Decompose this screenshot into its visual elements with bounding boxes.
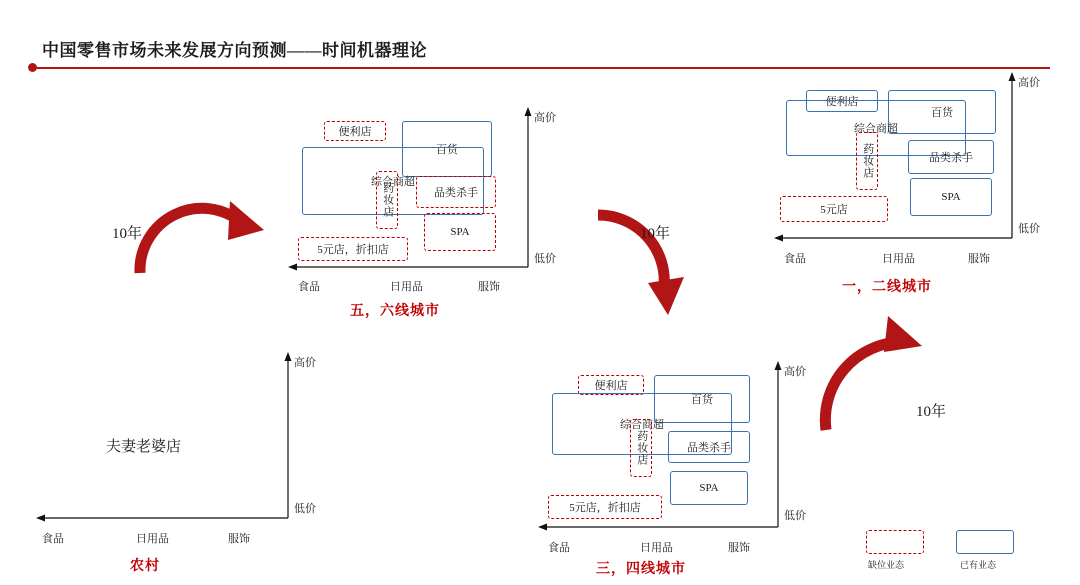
box-supermarket[interactable]: 综合商超 <box>786 100 966 156</box>
rural-center-text: 夫妻老婆店 <box>106 439 182 455</box>
axis-label-low: 低价 <box>784 510 806 522</box>
box-drugstore[interactable]: 药妆店 <box>376 171 398 229</box>
box-spa[interactable]: SPA <box>910 178 992 216</box>
axis-label-high: 高价 <box>1018 77 1040 89</box>
box-discount-store[interactable]: 5元店，折扣店 <box>548 495 662 519</box>
box-category-killer[interactable]: 品类杀手 <box>416 176 496 208</box>
title-bar <box>30 36 1050 72</box>
box-five-yuan-store[interactable]: 5元店 <box>780 196 888 222</box>
arrow-label-top-left: 10年 <box>112 226 143 242</box>
legend-swatch-existing <box>956 530 1014 554</box>
axis-tick-daily: 日用品 <box>390 281 423 293</box>
axis-rural <box>20 350 320 570</box>
box-spa[interactable]: SPA <box>670 471 748 505</box>
box-supermarket[interactable]: 综合商超 <box>552 393 732 455</box>
axis-label-low: 低价 <box>534 253 556 265</box>
quadrant-tier56 <box>280 95 556 319</box>
axis-tick-apparel: 服饰 <box>968 253 990 265</box>
box-discount-store[interactable]: 5元店，折扣店 <box>298 237 408 261</box>
axis-label-high: 高价 <box>294 357 316 369</box>
axis-tick-food: 食品 <box>548 542 570 554</box>
arrow-label-bottom-right: 10年 <box>916 404 947 420</box>
legend-label-missing: 缺位业态 <box>868 560 905 570</box>
axis-tick-food: 食品 <box>298 281 320 293</box>
caption-rural: 农村 <box>130 559 160 574</box>
caption-tier12: 一，二线城市 <box>842 280 932 295</box>
box-convenience-store[interactable]: 便利店 <box>324 121 386 141</box>
arrow-rural-to-tier56 <box>130 195 280 285</box>
arrow-label-top-right: 10年 <box>640 226 671 242</box>
page-title: 中国零售市场未来发展方向预测——时间机器理论 <box>42 41 427 60</box>
axis-tick-food: 食品 <box>784 253 806 265</box>
box-department-store[interactable]: 百货 <box>654 375 750 423</box>
legend-swatch-missing <box>866 530 924 554</box>
box-supermarket[interactable]: 综合商超 <box>302 147 484 215</box>
axis-label-high: 高价 <box>534 112 556 124</box>
legend <box>860 530 1060 575</box>
caption-tier34: 三，四线城市 <box>596 562 686 577</box>
box-convenience-store[interactable]: 便利店 <box>806 90 878 112</box>
quadrant-tier34 <box>530 355 806 577</box>
axis-tick-apparel: 服饰 <box>228 533 250 545</box>
box-department-store[interactable]: 百货 <box>888 90 996 134</box>
legend-label-existing: 已有业态 <box>960 560 997 570</box>
axis-label-high: 高价 <box>784 366 806 378</box>
axis-tick-apparel: 服饰 <box>728 542 750 554</box>
box-drugstore[interactable]: 药妆店 <box>630 419 652 477</box>
box-category-killer[interactable]: 品类杀手 <box>908 140 994 174</box>
box-convenience-store[interactable]: 便利店 <box>578 375 644 395</box>
axis-tick-food: 食品 <box>42 533 64 545</box>
axis-tick-daily: 日用品 <box>882 253 915 265</box>
axis-label-low: 低价 <box>294 503 316 515</box>
quadrant-rural <box>20 350 320 574</box>
axis-tick-daily: 日用品 <box>136 533 169 545</box>
box-drugstore[interactable]: 药妆店 <box>856 132 878 190</box>
title-divider <box>30 67 1050 69</box>
box-department-store[interactable]: 百货 <box>402 121 492 177</box>
axis-label-low: 低价 <box>1018 223 1040 235</box>
axis-tick-apparel: 服饰 <box>478 281 500 293</box>
axis-tick-daily: 日用品 <box>640 542 673 554</box>
quadrant-tier12 <box>760 70 1040 295</box>
box-category-killer[interactable]: 品类杀手 <box>668 431 750 463</box>
caption-tier56: 五，六线城市 <box>350 304 440 319</box>
box-spa[interactable]: SPA <box>424 213 496 251</box>
